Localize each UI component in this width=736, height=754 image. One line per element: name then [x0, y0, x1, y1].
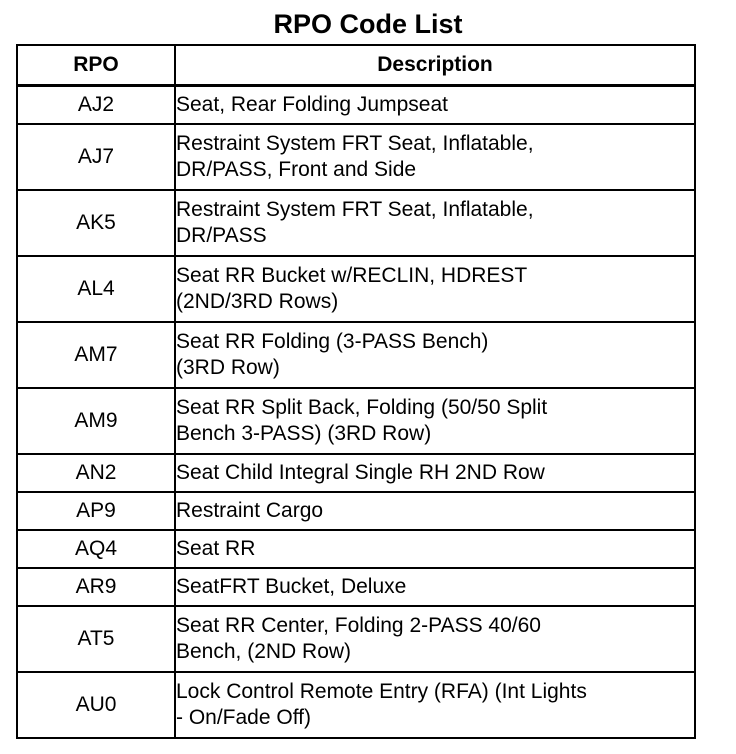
- description-column-header: Description: [175, 45, 695, 86]
- description-cell: [175, 86, 695, 125]
- description-cell: [175, 124, 695, 190]
- description-cell: [175, 492, 695, 530]
- description-cell: [175, 190, 695, 256]
- description-line: SeatFRT Bucket, Deluxe: [176, 575, 407, 598]
- rpo-code-cell: AK5: [17, 190, 175, 256]
- description-line: (3RD Row): [176, 356, 280, 379]
- rpo-code-cell: AJ7: [17, 124, 175, 190]
- table-row: [17, 322, 695, 388]
- description-line: (2ND/3RD Rows): [176, 290, 339, 313]
- table-row: [17, 492, 695, 530]
- rpo-code-cell: AN2: [17, 454, 175, 492]
- rpo-column-header: RPO: [17, 45, 175, 86]
- description-line: Seat RR Bucket w/RECLIN, HDREST: [176, 264, 528, 287]
- description-line: Seat, Rear Folding Jumpseat: [176, 93, 448, 116]
- description-line: Seat RR: [176, 537, 256, 560]
- rpo-code-cell: AJ2: [17, 86, 175, 125]
- description-line: Lock Control Remote Entry (RFA) (Int Lights: [176, 680, 587, 703]
- rpo-code-cell: AT5: [17, 606, 175, 672]
- description-line: DR/PASS, Front and Side: [176, 158, 417, 181]
- rpo-code-cell: AQ4: [17, 530, 175, 568]
- description-cell: [175, 388, 695, 454]
- description-line: Seat RR Folding (3-PASS Bench): [176, 330, 489, 353]
- table-row: [17, 256, 695, 322]
- table-row: [17, 86, 695, 125]
- rpo-code-cell: AM7: [17, 322, 175, 388]
- rpo-code-table: [16, 44, 696, 739]
- description-line: Bench 3-PASS) (3RD Row): [176, 422, 432, 445]
- rpo-code-cell: AM9: [17, 388, 175, 454]
- table-row: [17, 530, 695, 568]
- table-header-row: [17, 45, 695, 86]
- description-line: Seat RR Split Back, Folding (50/50 Split: [176, 396, 548, 419]
- rpo-code-cell: AR9: [17, 568, 175, 606]
- description-line: - On/Fade Off): [176, 706, 311, 729]
- table-row: [17, 454, 695, 492]
- description-cell: [175, 672, 695, 738]
- description-line: Restraint System FRT Seat, Inflatable,: [176, 198, 534, 221]
- description-line: Restraint System FRT Seat, Inflatable,: [176, 132, 534, 155]
- description-cell: [175, 568, 695, 606]
- rpo-code-cell: AL4: [17, 256, 175, 322]
- description-cell: [175, 454, 695, 492]
- rpo-code-cell: AU0: [17, 672, 175, 738]
- description-line: DR/PASS: [176, 224, 267, 247]
- table-row: [17, 606, 695, 672]
- description-line: Seat Child Integral Single RH 2ND Row: [176, 461, 545, 484]
- description-line: Restraint Cargo: [176, 499, 324, 522]
- description-cell: [175, 256, 695, 322]
- table-row: [17, 388, 695, 454]
- table-row: [17, 672, 695, 738]
- description-line: Bench, (2ND Row): [176, 640, 352, 663]
- description-cell: [175, 530, 695, 568]
- table-row: [17, 568, 695, 606]
- page-title: RPO Code List: [273, 9, 463, 39]
- description-cell: [175, 322, 695, 388]
- description-line: Seat RR Center, Folding 2-PASS 40/60: [176, 614, 541, 637]
- description-cell: [175, 606, 695, 672]
- table-row: [17, 190, 695, 256]
- rpo-code-cell: AP9: [17, 492, 175, 530]
- table-row: [17, 124, 695, 190]
